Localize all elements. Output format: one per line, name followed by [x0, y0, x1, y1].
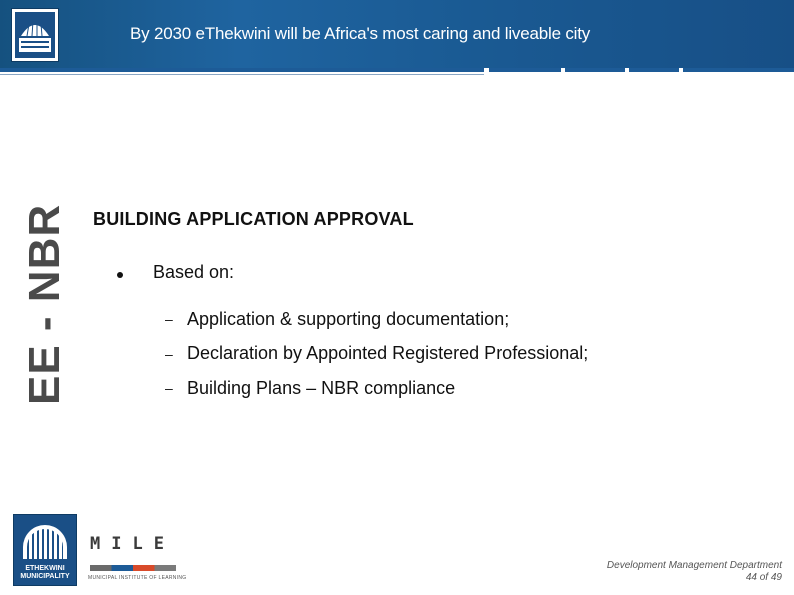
header-stripe — [489, 68, 561, 72]
sub-bullet-text: Building Plans – NBR compliance — [187, 377, 456, 398]
header-stripe — [629, 68, 679, 72]
mile-logo: MILE — [90, 534, 175, 554]
sub-bullet-list — [165, 302, 588, 406]
sub-bullet-item — [165, 371, 588, 406]
side-label: EE - NBR — [20, 203, 69, 405]
bullet-item — [117, 262, 234, 283]
bullet-dot-icon — [117, 272, 123, 278]
dash-icon: – — [165, 380, 173, 397]
dash-icon: – — [165, 311, 173, 328]
municipality-logo-icon — [11, 8, 59, 62]
header-stripe — [0, 68, 484, 72]
header-slogan: By 2030 eThekwini will be Africa's most caring and liveable city — [130, 24, 591, 43]
department-name: Development Management Department — [606, 560, 782, 571]
bullet-text: Based on: — [153, 262, 235, 282]
footer-info — [607, 560, 782, 584]
sub-bullet-text: Application & supporting documentation; — [187, 308, 510, 329]
dash-icon: – — [165, 345, 173, 362]
slide-title: BUILDING APPLICATION APPROVAL — [93, 209, 414, 229]
sub-bullet-text: Declaration by Appointed Registered Professional; — [187, 343, 589, 364]
page-number: 44 of 49 — [745, 572, 782, 583]
ethekwini-logo-icon — [13, 514, 77, 586]
mile-subtitle: MUNICIPAL INSTITUTE OF LEARNING — [88, 575, 187, 581]
sub-bullet-item — [165, 302, 588, 337]
footer-logo-text: ETHEKWINI MUNICIPALITY — [20, 565, 70, 580]
mile-color-bar — [90, 565, 176, 571]
header-banner — [0, 0, 794, 68]
header-stripe — [683, 68, 794, 72]
header-stripe — [565, 68, 625, 72]
divider — [0, 74, 484, 75]
sub-bullet-item — [165, 337, 588, 372]
